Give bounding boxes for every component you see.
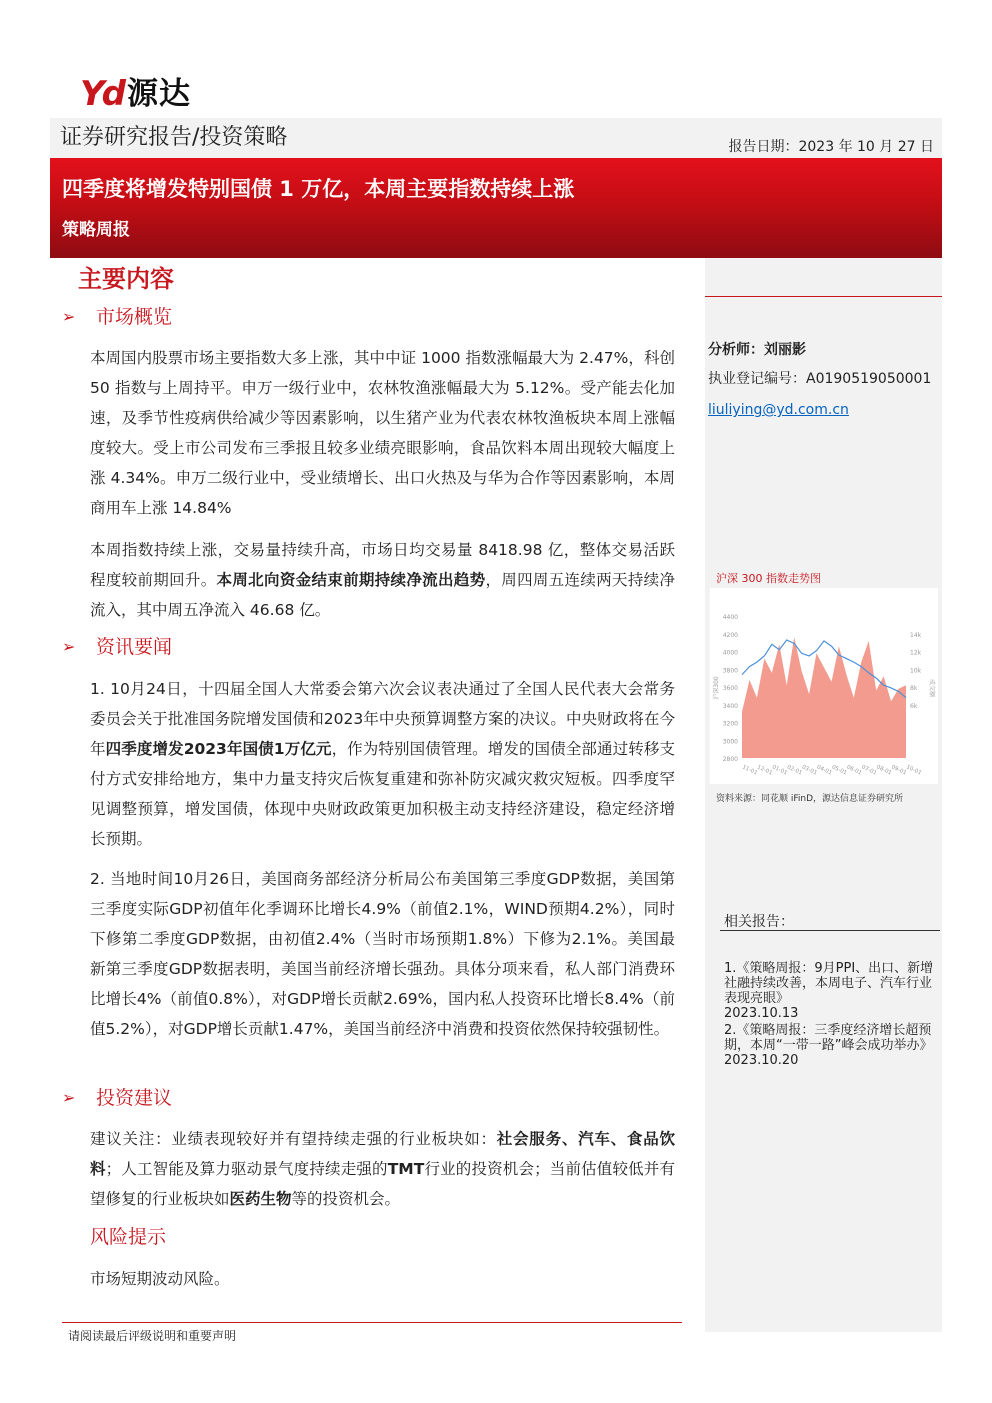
x-tick-label: 11-01 <box>741 764 759 777</box>
news-item-1 <box>90 674 675 854</box>
sidebar-divider <box>705 296 942 297</box>
advice-paragraph <box>90 1124 675 1214</box>
logo-mark-text: Yd <box>80 74 123 114</box>
news-item-2: 2. 当地时间10月26日，美国商务部经济分析局公布美国第三季度GDP数据，美国第三季度实际GDP初值年化季调环比增长4.9%（前值2.1%，WIND预期4.2%），同时下修第二季度GDP数据，由初值2.4%（当时市场预期1.8%）下修为2.1%。美国最新第三季度GDP数据表明，美国当前经济增长强劲。具体分项来看，私人部门消费环比增长4%（前值0.8%），对GDP增长贡献2.69%，国内私人投资环比增长8.4%（前值5.2%），对GDP增长贡献1.47%，美国当前经济中消费和投资依然保持较强韧性。 <box>90 870 675 1038</box>
y-tick-label: 3600 <box>722 685 738 692</box>
brand-logo <box>80 76 191 112</box>
y-tick-label: 3400 <box>722 702 738 710</box>
text-run: 等的投资机会。 <box>291 1190 401 1208</box>
risk-text: 市场短期波动风险。 <box>90 1270 230 1288</box>
related-report-date: 2023.10.13 <box>724 1006 799 1021</box>
related-report-title: 1.《策略周报：9月PPI、出口、新增社融持续改善，本周电子、汽车行业表现亮眼》 <box>724 961 934 1006</box>
footer-divider <box>62 1322 682 1323</box>
footer-disclaimer: 请阅读最后评级说明和重要声明 <box>68 1329 237 1343</box>
chart-title: 沪深 300 指数走势图 <box>716 572 821 585</box>
report-category: 证券研究报告/投资策略 <box>60 125 288 150</box>
title-banner <box>50 158 942 258</box>
x-tick-label: 06-01 <box>845 764 863 777</box>
related-reports-list <box>724 961 942 1070</box>
x-tick-label: 10-01 <box>905 764 923 777</box>
y2-tick-label: 10k <box>910 667 922 675</box>
text-run: 行业的投资机会；当前估值较低并有望修复的行业板块如 <box>90 1160 675 1208</box>
arrow-bullet-icon: ➢ <box>62 637 76 656</box>
registration-number: 执业登记编号：A0190519050001 <box>708 371 932 387</box>
brand-name: 源达 <box>126 75 191 112</box>
market-paragraph-1: 本周国内股票市场主要指数大多上涨，其中中证 1000 指数涨幅最大为 2.47%，科创 50 指数与上周持平。申万一级行业中，农林牧渔涨幅最大为 5.12%。受产能去化加速，及季节性疫病供给减少等因素影响，以生猪产业为代表农林牧渔板块本周上涨幅度较大。受上市公司发布三季报且较多业绩亮眼影响，食品饮料本周出现较大幅度上涨 4.34%。申万二级行业中，受业绩增长、出口火热及与华为合作等因素影响，本周商用车上涨 14.84% <box>90 349 675 517</box>
bold-text: 本周北向资金结束前期持续净流出趋势 <box>216 571 486 589</box>
y-tick-label: 3000 <box>722 738 738 746</box>
text-run: 建议关注：业绩表现较好并有望持续走强的行业板块如： <box>90 1130 497 1148</box>
y-tick-label: 2800 <box>722 756 738 763</box>
x-tick-label: 02-01 <box>785 764 803 777</box>
section-heading: 资讯要闻 <box>96 636 173 658</box>
index-chart <box>710 588 938 784</box>
x-tick-label: 08-01 <box>875 764 893 777</box>
x-tick-label: 04-01 <box>815 764 833 777</box>
y-tick-label: 3200 <box>722 720 738 728</box>
bold-text: 医药生物 <box>229 1190 292 1208</box>
text-run: ；人工智能及算力驱动景气度持续走强的 <box>105 1160 388 1178</box>
bold-text: 社会服务、汽车、食品饮料 <box>90 1130 675 1178</box>
risk-title: 风险提示 <box>90 1226 167 1248</box>
y2-tick-label: 12k <box>910 649 922 657</box>
y2-axis-label: 成交额 <box>928 678 935 698</box>
section-market-overview <box>62 304 172 330</box>
text-run: ，周四周五连续两天持续净流入，其中周五净流入 46.68 亿。 <box>90 571 675 619</box>
related-reports-divider <box>720 930 940 931</box>
x-tick-label: 07-01 <box>860 764 878 777</box>
text-run: ，作为特别国债管理。增发的国债全部通过转移支付方式安排给地方，集中力量支持灾后恢复重建和弥补防灾减灾救灾短板。四季度罕见调整预算，增发国债，体现中央财政政策更加积极主动支持经济建设，稳定经济增长预期。 <box>90 740 675 848</box>
x-tick-label: 01-01 <box>770 764 788 777</box>
arrow-bullet-icon: ➢ <box>62 1088 76 1107</box>
analyst-name: 分析师：刘丽影 <box>708 342 806 358</box>
text-run: 本周指数持续上涨，交易量持续升高，市场日均交易量 8418.98 亿，整体交易活跃程度较前期回升。 <box>90 541 675 589</box>
main-content-title: 主要内容 <box>78 265 174 293</box>
index-chart-svg <box>710 588 938 784</box>
section-heading: 市场概览 <box>96 306 173 328</box>
related-report-item[interactable] <box>724 1023 942 1068</box>
report-title: 四季度将增发特别国债 1 万亿，本周主要指数持续上涨 <box>62 177 575 201</box>
y-tick-label: 4200 <box>722 631 738 639</box>
logo-mark <box>80 74 123 114</box>
y2-tick-label: 6k <box>910 702 918 710</box>
arrow-bullet-icon: ➢ <box>62 307 76 326</box>
x-tick-label: 05-01 <box>830 764 848 777</box>
related-report-title: 2.《策略周报：三季度经济增长超预期，本周“一带一路”峰会成功举办》 <box>724 1023 933 1053</box>
y-axis-label: 沪深300 <box>713 676 720 700</box>
x-tick-label: 12-01 <box>756 764 774 777</box>
related-reports-title: 相关报告： <box>724 914 794 930</box>
market-paragraph-2 <box>90 535 675 625</box>
bold-text: 四季度增发2023年国债1万亿元 <box>105 740 332 758</box>
analyst-email-link[interactable]: liuliying@yd.com.cn <box>708 402 849 418</box>
y2-tick-label: 8k <box>910 685 918 692</box>
section-news <box>62 634 172 660</box>
y2-tick-label: 14k <box>910 631 922 639</box>
report-subtitle: 策略周报 <box>62 220 130 240</box>
x-tick-label: 09-01 <box>890 764 908 777</box>
section-heading: 投资建议 <box>96 1087 173 1109</box>
text-run: 1. 10月24日，十四届全国人大常委会第六次会议表决通过了全国人民代表大会常务委员会关于批准国务院增发国债和2023年中央预算调整方案的决议。中央财政将在今年 <box>90 680 675 758</box>
chart-source: 资料来源：同花顺 iFinD，源达信息证券研究所 <box>716 794 904 804</box>
report-date: 报告日期：2023 年 10 月 27 日 <box>728 139 934 155</box>
y-tick-label: 4400 <box>722 614 738 621</box>
bold-text: TMT <box>387 1160 425 1178</box>
related-report-item[interactable] <box>724 961 942 1021</box>
y-tick-label: 3800 <box>722 667 738 675</box>
y-tick-label: 4000 <box>722 649 738 657</box>
volume-area <box>742 637 906 758</box>
section-investment-advice <box>62 1085 172 1111</box>
x-tick-label: 03-01 <box>800 764 818 777</box>
related-report-date: 2023.10.20 <box>724 1053 799 1068</box>
